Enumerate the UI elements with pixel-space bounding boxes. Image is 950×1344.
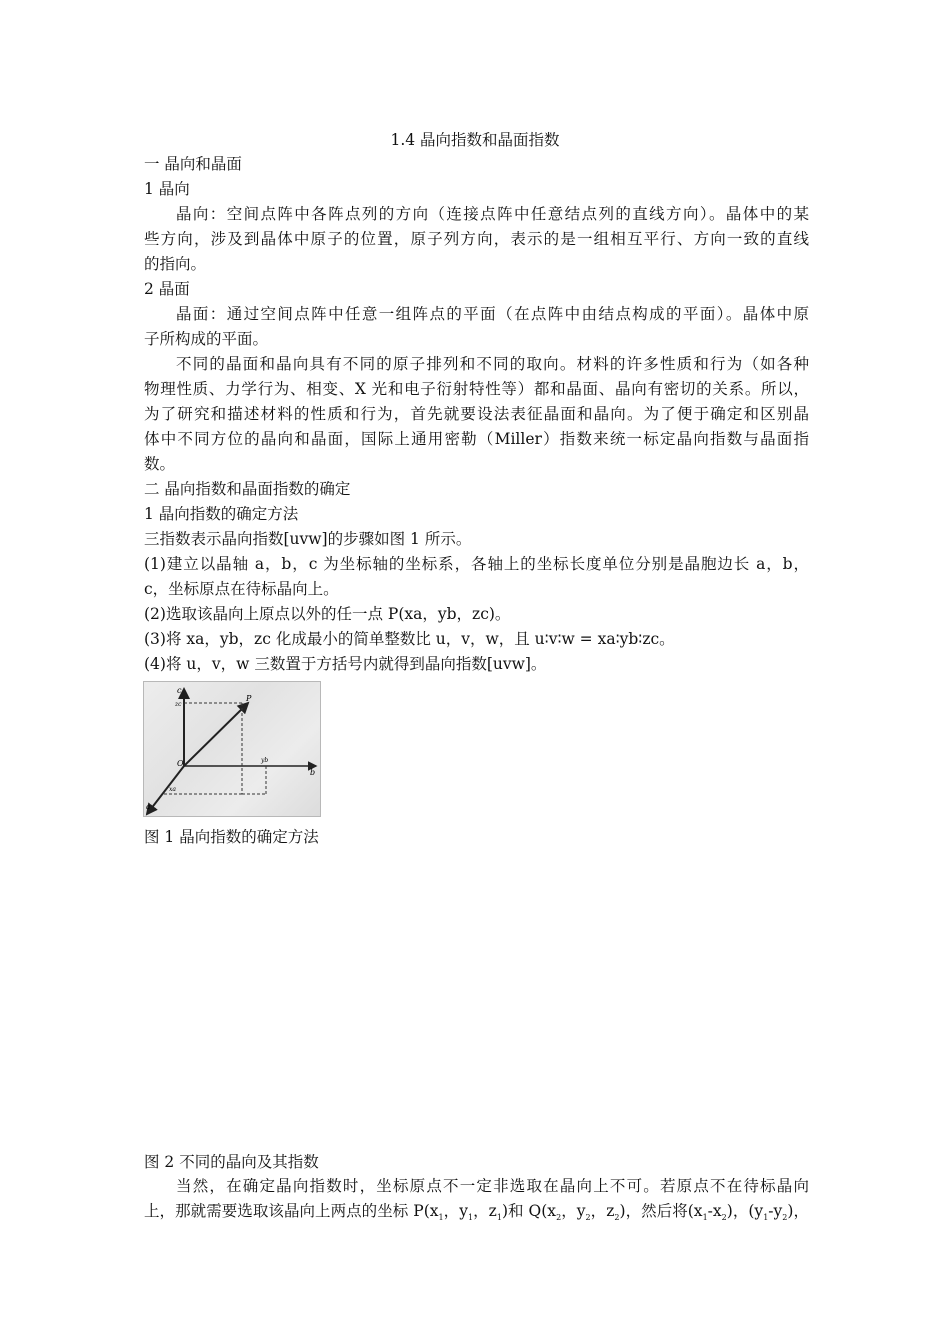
section-heading-1: 一 晶向和晶面 (144, 155, 242, 173)
section-heading-2: 二 晶向指数和晶面指数的确定 (144, 480, 351, 498)
paragraph-line: 物理性质、力学行为、相变、X 光和电子衍射特性等）都和晶面、晶向有密切的关系。所以， (144, 380, 809, 398)
coordinate-axes-diagram (144, 682, 321, 817)
paragraph-line: 体中不同方位的晶向和晶面，国际上通用密勒（Miller）指数来统一标定晶向指数与晶面指 (144, 430, 809, 448)
step-line: (4)将 u，v，w 三数置于方括号内就得到晶向指数[uvw]。 (144, 655, 547, 673)
a-axis (147, 766, 184, 814)
label-c: c (177, 686, 182, 695)
label-b: b (310, 768, 316, 777)
paragraph-line: 晶向：空间点阵中各阵点列的方向（连接点阵中任意结点列的直线方向）。晶体中的某 (176, 205, 809, 223)
figure-1-diagram (143, 681, 321, 817)
paragraph-line: 的指向。 (144, 255, 207, 273)
paragraph-line: 为了研究和描述材料的性质和行为，首先就要设法表征晶面和晶向。为了便于确定和区别晶 (144, 405, 809, 423)
step-line: (3)将 xa，yb，zc 化成最小的简单整数比 u，v，w，且 u∶v∶w = xa∶yb∶zc。 (144, 630, 675, 648)
label-p: P (246, 694, 252, 703)
label-yb: yb (261, 757, 269, 764)
paragraph-line: 子所构成的平面。 (144, 330, 269, 348)
paragraph-line: 些方向，涉及到晶体中原子的位置，原子列方向，表示的是一组相互平行、方向一致的直线 (144, 230, 809, 248)
label-o: O (177, 759, 184, 768)
label-zc: zc (175, 701, 182, 708)
label-a: a (146, 803, 151, 811)
figure-2-placeholder (144, 860, 809, 1140)
paragraph-line-with-subscripts: 上，那就需要选取该晶向上两点的坐标 $P(x_1$，$y_1$，$z_1$)和 $Q(x_2$，$y_2$，$z_2$)，然后将$(x_1-x_2)$，$(y_1-y_2)$， (144, 1202, 809, 1222)
subsection-heading-crystal-plane: 2 晶面 (144, 280, 190, 298)
step-line: (2)选取该晶向上原点以外的任一点 P(xa，yb，zc)。 (144, 605, 511, 623)
label-xa: xa (169, 786, 176, 793)
subsection-heading-method: 1 晶向指数的确定方法 (144, 505, 299, 523)
step-line: (1)建立以晶轴 a，b，c 为坐标轴的坐标系，各轴上的坐标长度单位分别是晶胞边长 a，b， (144, 555, 809, 573)
page-title: 1.4 晶向指数和晶面指数 (390, 131, 560, 149)
paragraph-line: 数。 (144, 455, 176, 473)
subsection-heading-crystal-direction: 1 晶向 (144, 180, 190, 198)
figure-2-caption: 图 2 不同的晶向及其指数 (144, 1153, 319, 1171)
step-line: c，坐标原点在待标晶向上。 (144, 580, 339, 598)
figure-1-caption: 图 1 晶向指数的确定方法 (144, 828, 319, 846)
paragraph-line: 晶面：通过空间点阵中任意一组阵点的平面（在点阵中由结点构成的平面）。晶体中原 (176, 305, 809, 323)
paragraph-line: 当然，在确定晶向指数时，坐标原点不一定非选取在晶向上不可。若原点不在待标晶向 (176, 1177, 809, 1195)
op-vector (184, 703, 248, 766)
paragraph-line: 不同的晶面和晶向具有不同的原子排列和不同的取向。材料的许多性质和行为（如各种 (176, 355, 809, 373)
paragraph-line: 三指数表示晶向指数[uvw]的步骤如图 1 所示。 (144, 530, 472, 548)
